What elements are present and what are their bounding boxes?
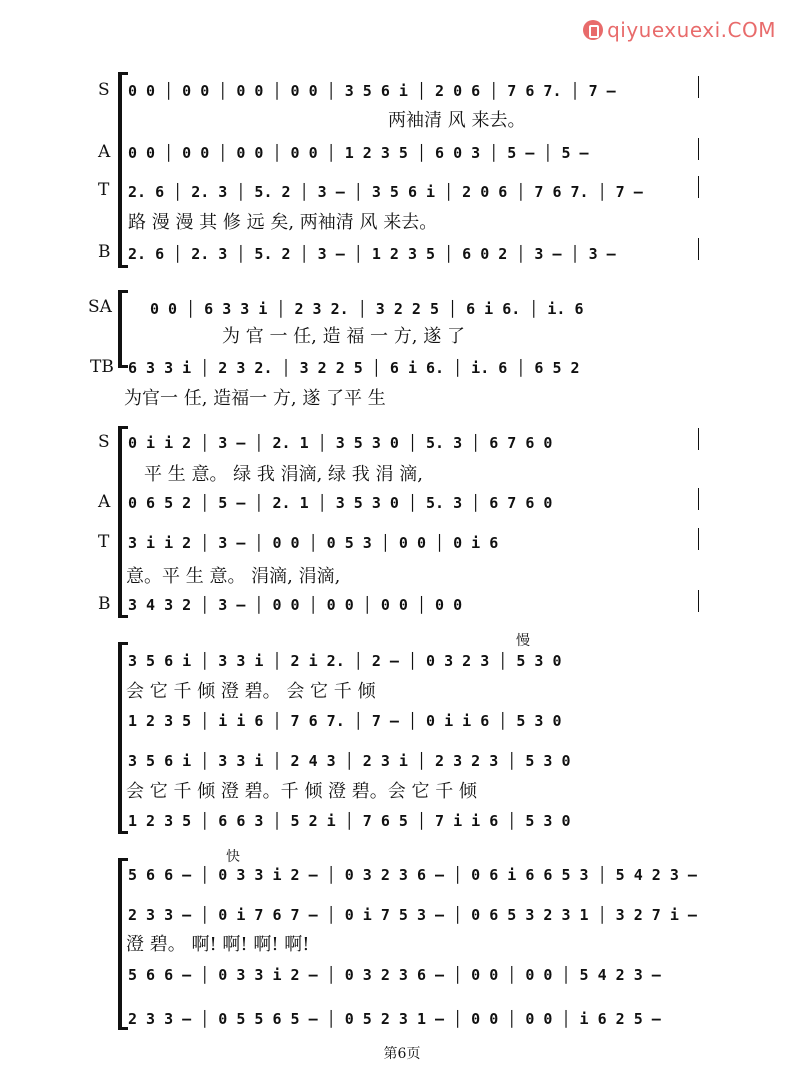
- voice-label: A: [98, 492, 111, 512]
- system-bracket: [118, 642, 122, 834]
- barline: [698, 238, 699, 260]
- lyrics-line: 平 生 意。 绿 我 涓滴, 绿 我 涓 滴,: [144, 464, 423, 485]
- lyrics-line: 会 它 千 倾 澄 碧。 会 它 千 倾: [126, 681, 376, 702]
- notation-line: 0 0 │ 0 0 │ 0 0 │ 0 0 │ 3 5 6 i │ 2 0 6 │ 7 6 7. │ 7 –: [128, 82, 616, 100]
- lyrics-line: 会 它 千 倾 澄 碧。千 倾 澄 碧。会 它 千 倾: [126, 781, 477, 802]
- voice-label: B: [98, 242, 111, 262]
- notation-line: 0 0 │ 6 3 3 i │ 2 3 2. │ 3 2 2 5 │ 6 i 6. │ i. 6: [150, 300, 584, 318]
- voice-label: A: [98, 142, 111, 162]
- notation-line: 2 3 3 – │ 0 i 7 6 7 – │ 0 i 7 5 3 – │ 0 6 5 3 2 3 1 │ 3 2 7 i –: [128, 906, 697, 924]
- voice-label: SA: [88, 297, 112, 317]
- page-number: 第6页: [383, 1046, 421, 1062]
- notation-line: 1 2 3 5 │ 6 6 3 │ 5 2 i │ 7 6 5 │ 7 i i 6 │ 5 3 0: [128, 812, 571, 830]
- barline: [698, 76, 699, 98]
- system-bracket: [118, 858, 122, 1030]
- voice-label: S: [98, 432, 110, 452]
- lyrics-line: 意。平 生 意。 涓滴, 涓滴,: [126, 566, 341, 587]
- notation-line: 6 3 3 i │ 2 3 2. │ 3 2 2 5 │ 6 i 6. │ i. 6 │ 6 5 2: [128, 359, 580, 377]
- notation-line: 5 6 6 – │ 0 3 3 i 2 – │ 0 3 2 3 6 – │ 0 6 i 6 6 5 3 │ 5 4 2 3 –: [128, 866, 697, 884]
- barline: [698, 590, 699, 612]
- notation-line: 2. 6 │ 2. 3 │ 5. 2 │ 3 – │ 1 2 3 5 │ 6 0 2 │ 3 – │ 3 –: [128, 245, 616, 263]
- logo-icon: [583, 20, 603, 40]
- notation-line: 3 5 6 i │ 3 3 i │ 2 i 2. │ 2 – │ 0 3 2 3 │ 5 3 0: [128, 652, 562, 670]
- notation-line: 0 6 5 2 │ 5 – │ 2. 1 │ 3 5 3 0 │ 5. 3 │ 6 7 6 0: [128, 494, 553, 512]
- system-bracket: [118, 72, 122, 268]
- notation-line: 3 5 6 i │ 3 3 i │ 2 4 3 │ 2 3 i │ 2 3 2 3 │ 5 3 0: [128, 752, 571, 770]
- voice-label: T: [98, 532, 110, 552]
- lyrics-line: 澄 碧。 啊! 啊! 啊! 啊!: [126, 934, 310, 955]
- system-bracket: [118, 426, 122, 618]
- lyrics-line: 为 官 一 任, 造 福 一 方, 遂 了: [222, 326, 465, 347]
- tempo-marking: 快: [226, 849, 240, 865]
- lyrics-line: 路 漫 漫 其 修 远 矣, 两袖清 风 来去。: [128, 212, 438, 233]
- voice-label: TB: [90, 357, 114, 377]
- notation-line: 1 2 3 5 │ i i 6 │ 7 6 7. │ 7 – │ 0 i i 6 │ 5 3 0: [128, 712, 562, 730]
- notation-line: 2. 6 │ 2. 3 │ 5. 2 │ 3 – │ 3 5 6 i │ 2 0 6 │ 7 6 7. │ 7 –: [128, 183, 643, 201]
- notation-line: 3 i i 2 │ 3 – │ 0 0 │ 0 5 3 │ 0 0 │ 0 i 6: [128, 534, 499, 552]
- voice-label: T: [98, 180, 110, 200]
- barline: [698, 176, 699, 198]
- barline: [698, 138, 699, 160]
- notation-line: 0 0 │ 0 0 │ 0 0 │ 0 0 │ 1 2 3 5 │ 6 0 3 │ 5 – │ 5 –: [128, 144, 589, 162]
- voice-label: S: [98, 80, 110, 100]
- voice-label: B: [98, 594, 111, 614]
- notation-line: 5 6 6 – │ 0 3 3 i 2 – │ 0 3 2 3 6 – │ 0 0 │ 0 0 │ 5 4 2 3 –: [128, 966, 661, 984]
- tempo-marking: 慢: [516, 633, 530, 649]
- barline: [698, 528, 699, 550]
- notation-line: 2 3 3 – │ 0 5 5 6 5 – │ 0 5 2 3 1 – │ 0 0 │ 0 0 │ i 6 2 5 –: [128, 1010, 661, 1028]
- barline: [698, 488, 699, 510]
- lyrics-line: 为官一 任, 造福一 方, 遂 了平 生: [124, 388, 386, 409]
- system-bracket: [118, 290, 122, 368]
- watermark: qiyuexuexi.COM: [583, 18, 776, 42]
- notation-line: 0 i i 2 │ 3 – │ 2. 1 │ 3 5 3 0 │ 5. 3 │ 6 7 6 0: [128, 434, 553, 452]
- barline: [698, 428, 699, 450]
- notation-line: 3 4 3 2 │ 3 – │ 0 0 │ 0 0 │ 0 0 │ 0 0: [128, 596, 463, 614]
- lyrics-line: 两袖清 风 来去。: [388, 110, 526, 131]
